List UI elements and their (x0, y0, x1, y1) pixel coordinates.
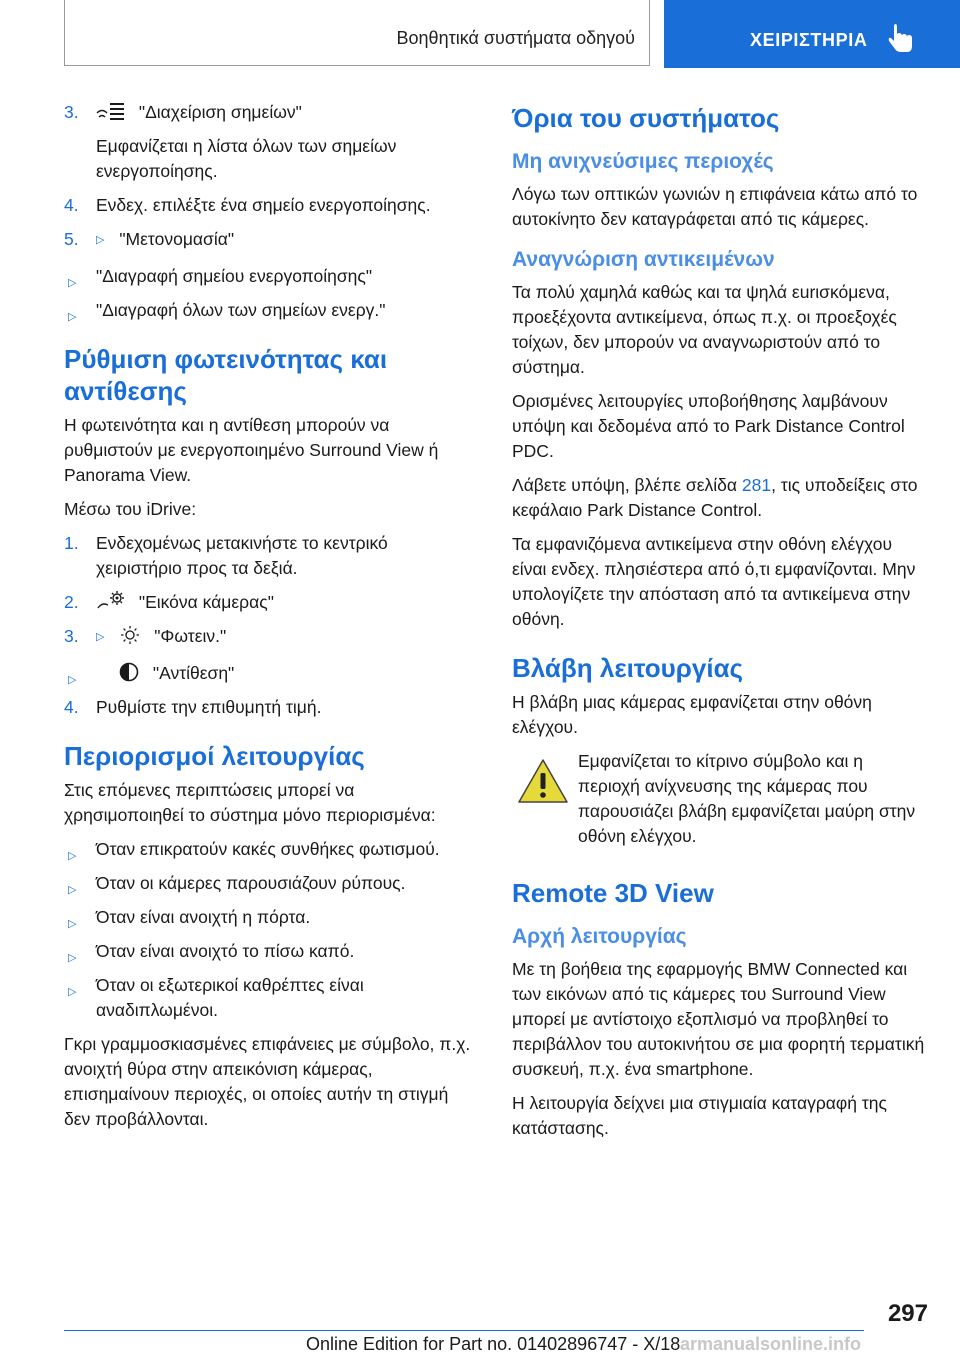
paragraph-text: , τις υποδείξεις στο κεφάλαιο Park Distance Control. (512, 475, 918, 520)
list-item (64, 298, 474, 323)
paragraph: Η βλάβη μιας κάμερας εμφανίζεται στην οθόνη ελέγχου. (512, 692, 872, 737)
subsection-heading: Μη ανιχνεύσιμες περιοχές (512, 150, 774, 173)
paragraph (512, 473, 928, 523)
paragraph: Ορισμένες λειτουργίες υποβοήθησης λαμβάνουν υπόψη και δεδομένα από το Park Distance Control PDC. (512, 391, 905, 461)
bullet-text: "Αντίθεση" (152, 663, 235, 683)
step-label: "Μετονομασία" (119, 229, 235, 249)
header-section-box (64, 0, 650, 66)
list-item (64, 837, 474, 862)
section-heading: Remote 3D View (512, 878, 714, 908)
list-item (64, 624, 474, 652)
header-section-title: Βοηθητικά συστήματα οδηγού (396, 28, 635, 48)
paragraph: Στις επόμενες περιπτώσεις μπορεί να χρησιμοποιηθεί το σύστημα μόνο περιορισμένα: (64, 780, 436, 825)
list-icon (96, 102, 126, 120)
step-number: 4. (64, 195, 79, 215)
triangle-bullet-icon: ▷ (68, 952, 77, 964)
paragraph: Μέσω του iDrive: (64, 499, 197, 519)
list-item (64, 227, 474, 255)
subsection-heading: Αρχή λειτουργίας (512, 925, 687, 948)
paragraph: Τα πολύ χαμηλά καθώς και τα ψηλά εurισκόμενα, προεξέχοντα αντικείμενα, όπως π.χ. οι προεξοχές τοίχων, δεν μπορούν να αναγνωριστούν από το σύστημα. (512, 282, 897, 377)
list-item (64, 939, 474, 964)
sun-icon (119, 624, 141, 646)
step-number: 1. (64, 533, 79, 553)
edition-text: Online Edition for Part no. 01402896747 - X/18 (306, 1334, 681, 1354)
triangle-bullet-icon: ▷ (68, 311, 77, 323)
contrast-icon (118, 661, 140, 683)
right-column (512, 100, 928, 1150)
paragraph: Η φωτεινότητα και η αντίθεση μπορούν να ρυθμιστούν με ενεργοποιημένο Surround View ή Panorama View. (64, 415, 439, 485)
triangle-bullet-icon: ▷ (68, 884, 77, 896)
header-chapter-tab[interactable] (664, 0, 960, 68)
paragraph: Τα εμφανιζόμενα αντικείμενα στην οθόνη ελέγχου είναι ενδεχ. πλησιέστερα από ό,τι εμφανίζονται. Μην υπολογίζετε την απόσταση από τα αντικείμενα στην οθόνη. (512, 534, 916, 629)
step-number: 4. (64, 697, 79, 717)
list-item (64, 973, 474, 1023)
triangle-bullet-icon: ▷ (68, 986, 77, 998)
list-item (64, 905, 474, 930)
bullet-text: "Διαγραφή όλων των σημείων ενεργ." (96, 300, 386, 320)
step-number: 5. (64, 229, 79, 249)
bullet-text: Όταν είναι ανοιχτή η πόρτα. (96, 907, 311, 927)
bullet-text: Όταν επικρατούν κακές συνθήκες φωτισμού. (96, 839, 440, 859)
triangle-bullet-icon: ▷ (96, 234, 105, 246)
section-heading: Ρύθμιση φωτεινότητας και αντίθεσης (64, 344, 388, 406)
section-heading: Βλάβη λειτουργίας (512, 653, 744, 683)
paragraph: Λόγω των οπτικών γωνιών η επιφάνεια κάτω από το αυτοκίνητο δεν καταγράφεται από τις κάμερες. (512, 184, 918, 229)
list-item (64, 531, 474, 581)
step-label: "Διαχείριση σημείων" (138, 102, 302, 122)
footer-divider (64, 1330, 864, 1331)
warning-note (512, 749, 928, 849)
bullet-text: Όταν είναι ανοιχτό το πίσω καπό. (96, 941, 355, 961)
step-label: Ρυθμίστε την επιθυμητή τιμή. (96, 697, 322, 717)
bullet-text: Όταν οι κάμερες παρουσιάζουν ρύπους. (96, 873, 406, 893)
step-description: Εμφανίζεται η λίστα όλων των σημείων ενεργοποίησης. (96, 136, 397, 181)
page-reference-link[interactable]: 281 (741, 475, 772, 495)
paragraph: Η λειτουργία δείχνει μια στιγμιαία καταγραφή της κατάστασης. (512, 1093, 887, 1138)
left-column (64, 100, 474, 1141)
camera-settings-icon (96, 590, 126, 612)
section-heading: Όρια του συστήματος (512, 103, 780, 133)
list-item (64, 590, 474, 615)
header-tab-label: ΧΕΙΡΙΣΤΗΡΙΑ (750, 30, 868, 50)
list-item (64, 100, 474, 184)
step-label: Ενδεχομένως μετακινήστε το κεντρικό χειριστήριο προς τα δεξιά. (96, 533, 388, 578)
bullet-text: "Διαγραφή σημείου ενεργοποίησης" (96, 266, 373, 286)
triangle-bullet-icon: ▷ (68, 277, 77, 289)
triangle-bullet-icon: ▷ (68, 918, 77, 930)
paragraph: Με τη βοήθεια της εφαρμογής BMW Connected και των εικόνων από τις κάμερες του Surround View μπορεί με αντίστοιχο εξοπλισμό να προβληθεί το περιβάλλον του αυτοκινήτου σε μια φορητή τερματική συσκευή, π.χ. ένα smartphone. (512, 959, 925, 1079)
step-number: 3. (64, 102, 79, 122)
list-item (64, 871, 474, 896)
bullet-text: Όταν οι εξωτερικοί καθρέπτες είναι αναδιπλωμένοι. (96, 975, 364, 1020)
hand-pointer-icon (886, 24, 916, 54)
list-item (64, 661, 474, 686)
step-label: "Φωτειν." (154, 626, 227, 646)
step-label: Ενδεχ. επιλέξτε ένα σημείο ενεργοποίησης. (96, 195, 431, 215)
paragraph: Γκρι γραμμοσκιασμένες επιφάνειες με σύμβολο, π.χ. ανοιχτή θύρα στην απεικόνιση κάμερας, επισημαίνουν περιοχές, οι οποίες αυτήν τη στιγμή δεν προβάλλονται. (64, 1034, 471, 1129)
step-number: 3. (64, 626, 79, 646)
triangle-bullet-icon: ▷ (68, 674, 77, 686)
list-item (64, 264, 474, 289)
list-item (64, 193, 474, 218)
section-heading: Περιορισμοί λειτουργίας (64, 741, 365, 771)
step-label: "Εικόνα κάμερας" (138, 592, 274, 612)
step-number: 2. (64, 592, 79, 612)
subsection-heading: Αναγνώριση αντικειμένων (512, 248, 775, 271)
watermark: armanualsonline.info (680, 1334, 862, 1354)
warning-text: Εμφανίζεται το κίτρινο σύμβολο και η περιοχή ανίχνευσης της κάμερας που παρουσιάζει βλάβη εμφανίζεται μαύρη στην οθόνη ελέγχου. (578, 751, 916, 846)
triangle-bullet-icon: ▷ (68, 850, 77, 862)
list-item (64, 695, 474, 720)
triangle-bullet-icon: ▷ (96, 631, 105, 643)
paragraph-text: Λάβετε υπόψη, βλέπε σελίδα (512, 475, 742, 495)
warning-triangle-icon (516, 757, 570, 805)
page-number: 297 (887, 1300, 928, 1327)
